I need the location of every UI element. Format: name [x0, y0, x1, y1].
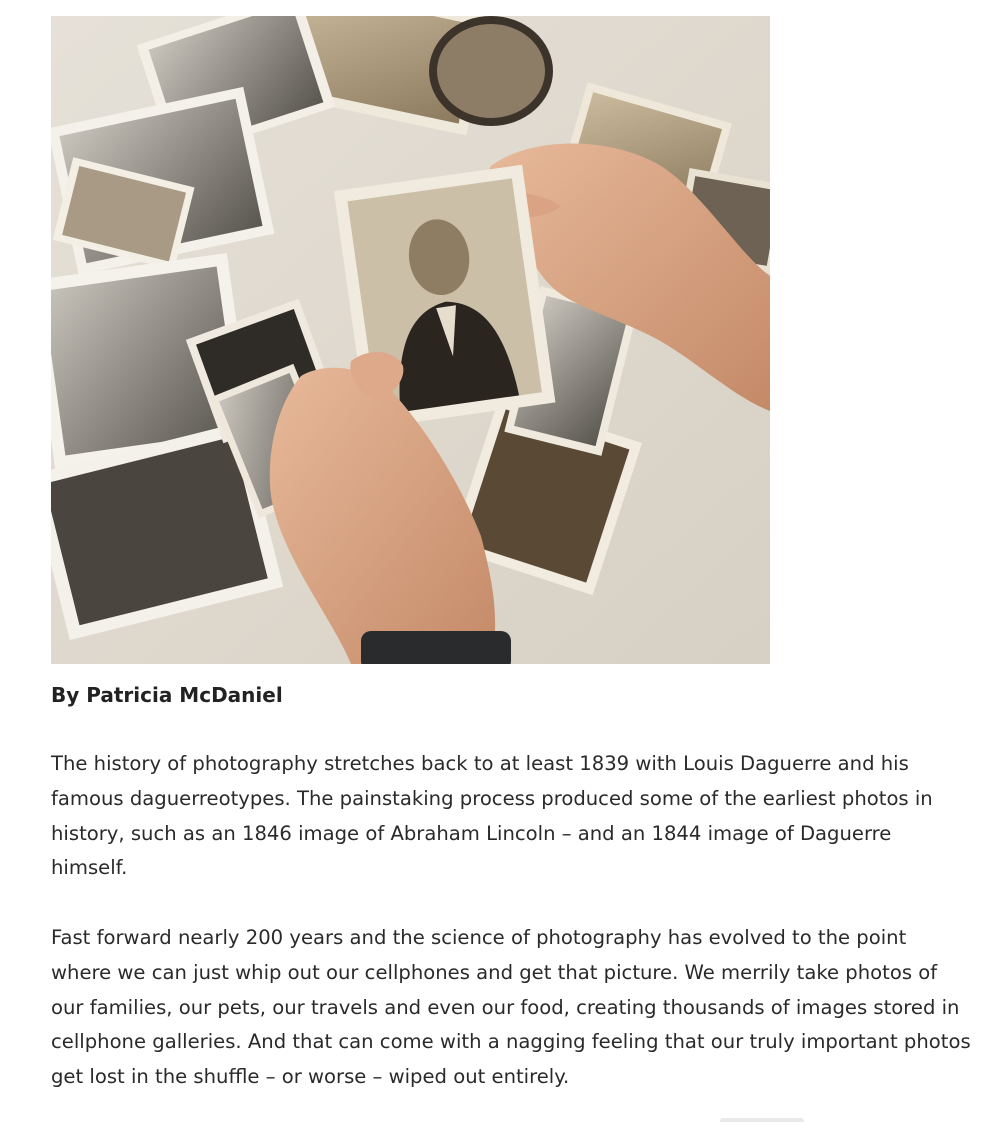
article-paragraph: Fast forward nearly 200 years and the science of photography has evolved to the point where we can just whip out our cellphones and get that picture. We merrily take photos of our families, our pets, our travels and even our food, creating thousands of images stored in cellphone galleries. And that can come with a nagging feeling that our truly important photos get lost in the shuffle – or worse – wiped out entirely. — [51, 926, 971, 1089]
vintage-photos-hands-icon — [51, 16, 770, 664]
article-paragraph: The history of photography stretches back to at least 1839 with Louis Daguerre and his famous daguerreotypes. The painstaking process produced some of the earliest photos in history, such as an 1846 image of Abraham Lincoln – and an 1844 image of Daguerre himself. — [51, 752, 933, 880]
bottom-edge-tab — [720, 1118, 804, 1122]
article-hero-image — [51, 16, 770, 664]
scattered-photo — [429, 16, 553, 126]
article-byline: By Patricia McDaniel — [51, 683, 283, 707]
